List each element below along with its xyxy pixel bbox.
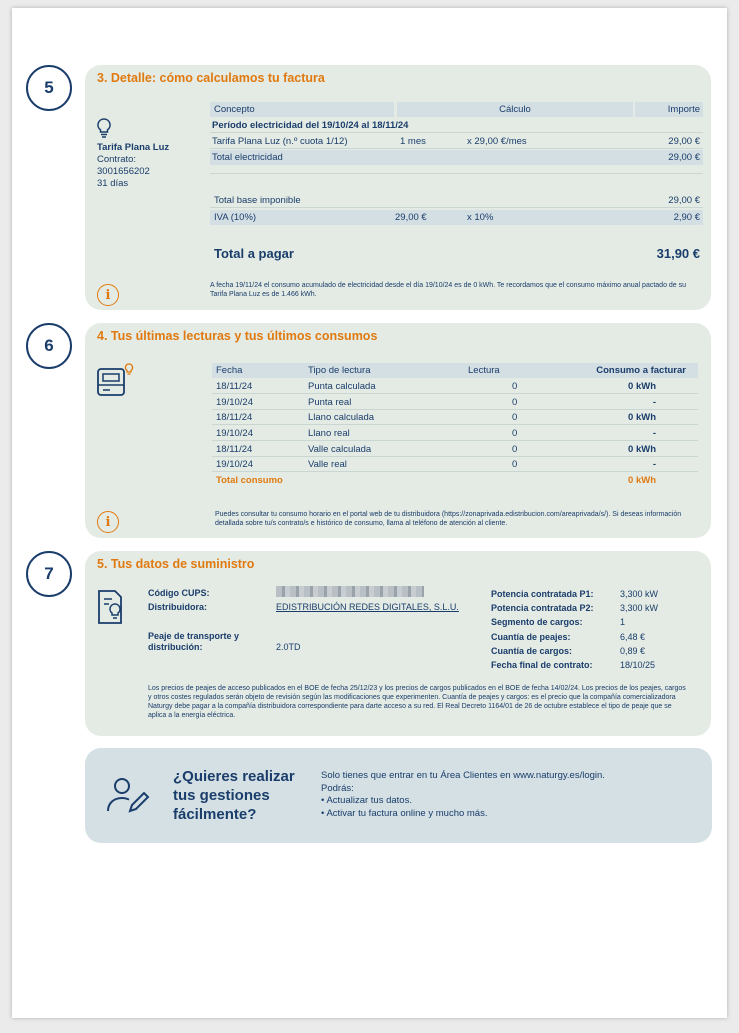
period-row — [210, 118, 703, 133]
toll-value: 2.0TD — [276, 642, 301, 652]
total-consumption-label: Total consumo — [216, 475, 283, 486]
info-icon: i — [97, 284, 119, 306]
tolls-amount-label: Cuantía de peajes: — [491, 632, 571, 642]
table-row — [210, 210, 703, 225]
section-title: 4. Tus últimas lecturas y tus últimos consumos — [97, 329, 378, 343]
contract-label: Contrato: — [97, 154, 137, 165]
header-consumption: Consumo a facturar — [596, 365, 686, 376]
header-concept: Concepto — [214, 104, 255, 115]
section-title: 5. Tus datos de suministro — [97, 557, 255, 571]
table-row: 18/11/24 Llano calculada 0 0 kWh — [212, 410, 698, 425]
section-title: 3. Detalle: cómo calculamos tu factura — [97, 71, 325, 85]
cta-title-line: ¿Quieres realizar — [173, 768, 295, 785]
power-p1-value: 3,300 kW — [620, 589, 659, 599]
invoice-detail-card — [85, 65, 711, 310]
table-header — [210, 102, 396, 117]
table-header — [212, 363, 698, 378]
tolls-note: Los precios de peajes de acceso publicados en el BOE de fecha 25/12/23 y los precios de cargos publicados en el BOE de fecha 14/02/24. Los precios de los peajes, cargos y otros costes regulados serán objeto de revisión según las modificaciones que experimenten. Cuantía de peajes y cargos: es el precio que la compañía comercializadora Naturgy debe pagar a la compañía distribuidora correspondiente para darte acceso a su red. El Real Decreto 1164/01 de 26 de octubre establece el tipo de peaje que se aplica a la energía eléctrica. — [148, 685, 686, 719]
cta-title-line: tus gestiones — [173, 787, 270, 804]
row-qty: 1 mes — [400, 136, 426, 147]
header-type: Tipo de lectura — [308, 365, 371, 376]
section-number-5: 5 — [26, 65, 72, 111]
table-row: 18/11/24 Punta calculada 0 0 kWh — [212, 379, 698, 394]
table-row: 19/10/24 Valle real 0 - — [212, 457, 698, 472]
readings-card — [85, 323, 711, 538]
section-number-6: 6 — [26, 323, 72, 369]
charges-amount-value: 0,89 € — [620, 646, 646, 656]
document-bulb-icon — [95, 587, 129, 632]
segment-value: 1 — [620, 617, 626, 627]
header-amount: Importe — [667, 104, 700, 115]
total-consumption-row — [212, 473, 698, 488]
cta-line: Podrás: — [321, 782, 354, 794]
power-p1-label: Potencia contratada P1: — [491, 589, 594, 599]
table-row: 19/10/24 Punta real 0 - — [212, 395, 698, 410]
distributor-value: EDISTRIBUCIÓN REDES DIGITALES, S.L.U. — [276, 602, 459, 612]
tariff-name: Tarifa Plana Luz — [97, 142, 170, 153]
period-label: Período electricidad del 19/10/24 al 18/11/24 — [212, 120, 409, 131]
power-p2-value: 3,300 kW — [620, 603, 659, 613]
cta-bullet: • Activar tu factura online y mucho más. — [321, 807, 488, 819]
contract-number: 3001656202 — [97, 166, 150, 177]
invoice-page — [12, 8, 727, 1018]
user-edit-icon — [105, 775, 151, 820]
row-concept: IVA (10%) — [214, 212, 257, 223]
table-row — [210, 134, 703, 149]
tolls-amount-value: 6,48 € — [620, 632, 646, 642]
contract-end-label: Fecha final de contrato: — [491, 660, 593, 670]
meter-icon — [95, 361, 137, 406]
charges-amount-label: Cuantía de cargos: — [491, 646, 573, 656]
total-label: Total a pagar — [214, 246, 294, 261]
supply-data-card — [85, 551, 711, 736]
total-consumption-value: 0 kWh — [628, 475, 656, 486]
cta-text — [321, 770, 605, 820]
header-date: Fecha — [216, 365, 243, 376]
cta-title-line: fácilmente? — [173, 806, 257, 823]
total-row — [210, 243, 703, 265]
row-amount: 29,00 € — [668, 152, 700, 163]
row-concept: Total base imponible — [214, 195, 301, 206]
table-row — [210, 193, 703, 208]
cta-line: Solo tienes que entrar en tu Área Clientes en www.naturgy.es/login. — [321, 770, 605, 781]
section-number-7: 7 — [26, 551, 72, 597]
toll-label-1: Peaje de transporte y — [148, 631, 240, 641]
contract-end-value: 18/10/25 — [620, 660, 656, 670]
row-amount: 29,00 € — [668, 195, 700, 206]
customer-area-banner — [85, 748, 712, 843]
row-calc: x 10% — [467, 212, 494, 223]
table-row: 18/11/24 Valle calculada 0 0 kWh — [212, 442, 698, 457]
header-reading: Lectura — [468, 365, 500, 376]
row-concept: Total electricidad — [212, 152, 283, 163]
segment-label: Segmento de cargos: — [491, 617, 583, 627]
table-row: 19/10/24 Llano real 0 - — [212, 426, 698, 441]
cta-title — [173, 767, 295, 824]
cups-redacted — [276, 586, 424, 597]
row-amount: 2,90 € — [673, 212, 700, 223]
table-row — [210, 150, 703, 165]
lightbulb-icon — [95, 117, 113, 144]
cta-bullet: • Actualizar tus datos. — [321, 795, 412, 806]
row-qty: 29,00 € — [395, 212, 427, 223]
row-concept: Tarifa Plana Luz (n.º cuota 1/12) — [212, 136, 348, 147]
total-value: 31,90 € — [656, 246, 700, 261]
toll-label-2: distribución: — [148, 642, 203, 652]
readings-note: Puedes consultar tu consumo horario en el portal web de tu distribuidora (https://zonaprivada.edistribucion.com/areaprivada/s/). Si deseas información detallada sobre tu/s contrato/s e histórico de consumo, llama al teléfono de atención al cliente. — [215, 511, 682, 527]
consumption-note: A fecha 19/11/24 el consumo acumulado de electricidad desde el día 19/10/24 es de 0 kWh. Te recordamos que el consumo máximo anual pactado de su Tarifa Plana Luz es de 1.466 kWh. — [210, 282, 687, 298]
distributor-label: Distribuidora: — [148, 602, 208, 612]
row-amount: 29,00 € — [668, 136, 700, 147]
header-calculation: Cálculo — [499, 104, 531, 115]
power-p2-label: Potencia contratada P2: — [491, 603, 594, 613]
row-calc: x 29,00 €/mes — [467, 136, 527, 147]
billing-days: 31 días — [97, 178, 129, 189]
cups-label: Código CUPS: — [148, 588, 210, 598]
info-icon: i — [97, 511, 119, 533]
